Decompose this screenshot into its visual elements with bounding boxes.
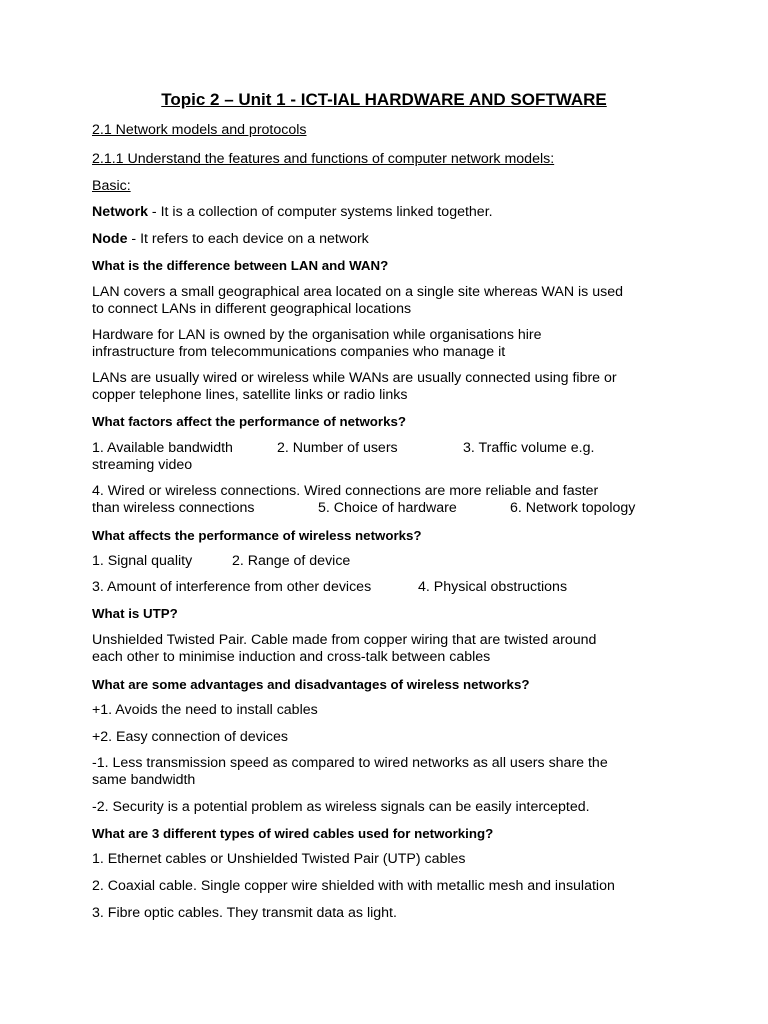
node-def-text: - It refers to each device on a network <box>127 231 369 247</box>
cable-type-1: 1. Ethernet cables or Unshielded Twisted Pair (UTP) cables <box>92 851 466 867</box>
section-heading: 2.1 Network models and protocols <box>92 122 307 138</box>
advantage-1: +1. Avoids the need to install cables <box>92 702 318 718</box>
factor-4-line: 4. Wired or wireless connections. Wired connections are more reliable and faster <box>92 483 599 499</box>
question-utp: What is UTP? <box>92 606 178 621</box>
answer-wired-line: copper telephone lines, satellite links or radio links <box>92 387 408 403</box>
answer-lan-wan-line: to connect LANs in different geographical locations <box>92 301 412 317</box>
factor-1: 1. Available bandwidth <box>92 440 233 456</box>
question-performance: What factors affect the performance of networks? <box>92 414 407 429</box>
question-lan-wan: What is the difference between LAN and WAN? <box>92 258 389 273</box>
answer-utp-line: Unshielded Twisted Pair. Cable made from copper wiring that are twisted around <box>92 632 597 648</box>
factors-row-1 <box>92 440 692 457</box>
network-def-text: - It is a collection of computer systems linked together. <box>147 204 493 220</box>
disadvantage-2: -2. Security is a potential problem as wireless signals can be easily intercepted. <box>92 799 590 815</box>
answer-hardware-line: infrastructure from telecommunications companies who manage it <box>92 344 506 360</box>
factor-5: 5. Choice of hardware <box>318 500 457 516</box>
page-title: Topic 2 – Unit 1 - ICT-IAL HARDWARE AND SOFTWARE <box>161 90 607 109</box>
factor-4-continued: than wireless connections <box>92 500 255 516</box>
wireless-factor-4: 4. Physical obstructions <box>418 579 568 595</box>
wireless-factor-1: 1. Signal quality <box>92 553 193 569</box>
factor-3: 3. Traffic volume e.g. <box>463 440 595 456</box>
subsection-heading: 2.1.1 Understand the features and functions of computer network models: <box>92 151 555 167</box>
disadvantage-1-line: -1. Less transmission speed as compared to wired networks as all users share the <box>92 755 608 771</box>
basic-heading: Basic: <box>92 178 131 194</box>
factor-3-continued: streaming video <box>92 457 193 473</box>
network-term: Network <box>92 204 148 220</box>
node-term: Node <box>92 231 128 247</box>
answer-hardware-line: Hardware for LAN is owned by the organisation while organisations hire <box>92 327 542 343</box>
question-wireless-performance: What affects the performance of wireless networks? <box>92 528 422 543</box>
wireless-factor-3: 3. Amount of interference from other devices <box>92 579 372 595</box>
wireless-factors-row-1 <box>92 553 692 570</box>
network-definition <box>92 204 692 221</box>
cable-type-3: 3. Fibre optic cables. They transmit data as light. <box>92 905 397 921</box>
answer-utp-line: each other to minimise induction and cross-talk between cables <box>92 649 491 665</box>
node-definition <box>92 231 692 248</box>
advantage-2: +2. Easy connection of devices <box>92 729 288 745</box>
disadvantage-1-line: same bandwidth <box>92 772 196 788</box>
question-wireless-pros-cons: What are some advantages and disadvantages of wireless networks? <box>92 677 530 692</box>
factor-2: 2. Number of users <box>277 440 398 456</box>
answer-wired-line: LANs are usually wired or wireless while WANs are usually connected using fibre or <box>92 370 617 386</box>
wireless-factors-row-2 <box>92 579 692 596</box>
answer-lan-wan-line: LAN covers a small geographical area located on a single site whereas WAN is used <box>92 284 623 300</box>
factors-row-2 <box>92 500 692 517</box>
question-wired-cables: What are 3 different types of wired cables used for networking? <box>92 826 494 841</box>
cable-type-2: 2. Coaxial cable. Single copper wire shielded with with metallic mesh and insulation <box>92 878 615 894</box>
factor-6: 6. Network topology <box>510 500 636 516</box>
wireless-factor-2: 2. Range of device <box>232 553 351 569</box>
